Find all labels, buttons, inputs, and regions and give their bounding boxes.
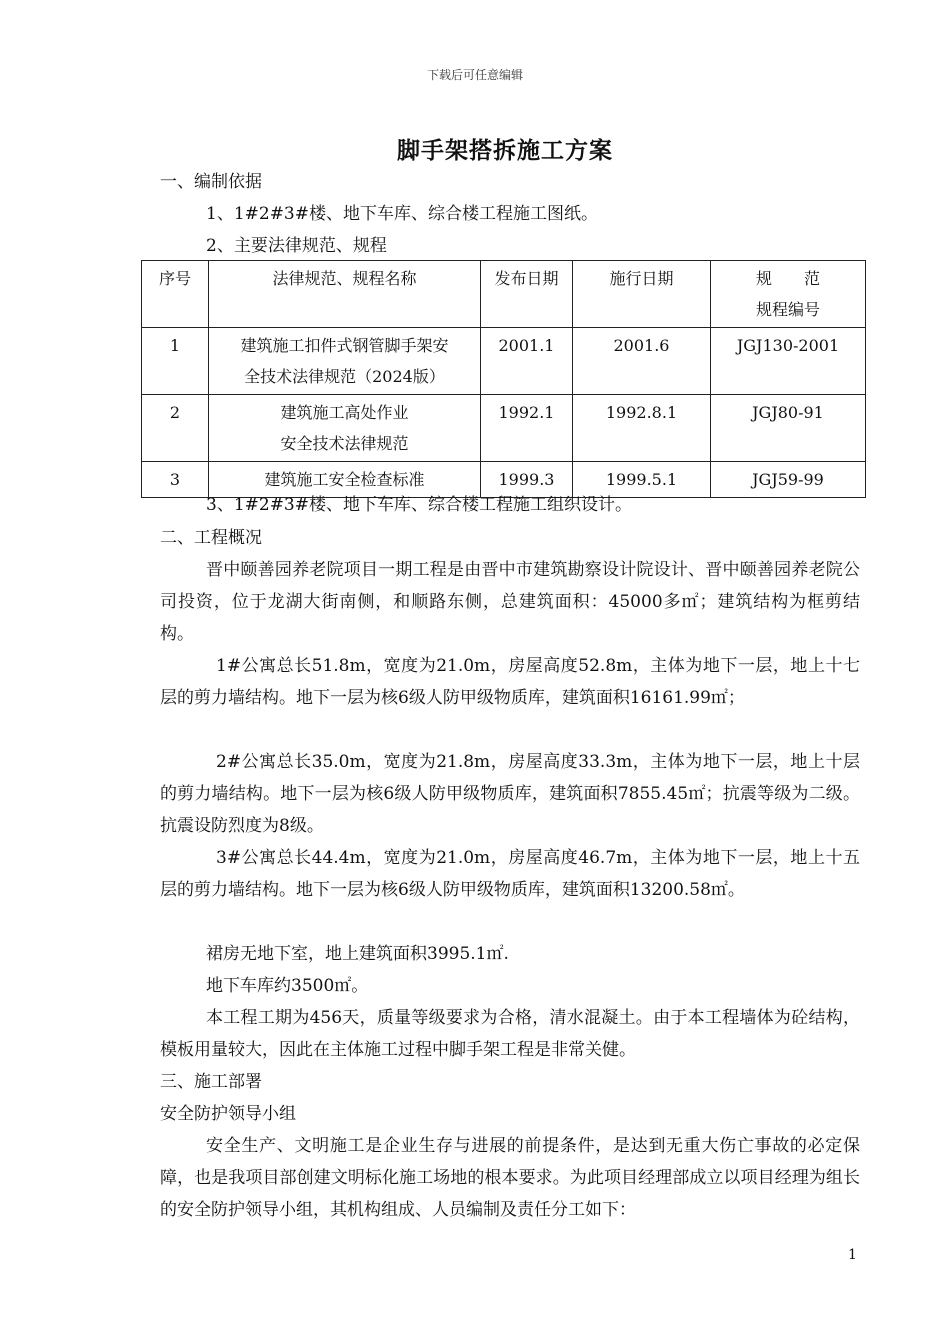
header-code [711,261,866,328]
basis-item-3: 3、1#2#3#楼、地下车库、综合楼工程施工组织设计。 [206,495,632,515]
table-row [142,395,866,462]
deployment-paragraph-1: 安全生产、文明施工是企业生存与进展的前提条件，是达到无重大伤亡事故的必定保障，也是我项目部创建文明标化施工场地的根本要求。为此项目经理部成立以项目经理为组长的安全防护领导小组，其机构组成、人员编制及责任分工如下： [160,1136,860,1220]
row-publish: 2001.1 [481,328,573,395]
row-code: JGJ59-99 [711,462,866,498]
row-no: 1 [142,328,209,395]
row-publish: 1992.1 [481,395,573,462]
row-effective: 2001.6 [573,328,711,395]
overview-paragraph-1: 晋中颐善园养老院项目一期工程是由晋中市建筑勘察设计院设计、晋中颐善园养老院公司投资，位于龙湖大街南侧，和顺路东侧，总建筑面积：45000多㎡；建筑结构为框剪结构。 [160,560,860,644]
header-no: 序号 [142,261,209,328]
overview-paragraph-4: 3#公寓总长44.4m，宽度为21.0m，房屋高度46.7m，主体为地下一层，地上十五层的剪力墙结构。地下一层为核6级人防甲级物质库，建筑面积13200.58㎡。 [160,848,860,900]
row-publish: 1999.3 [481,462,573,498]
row-no: 2 [142,395,209,462]
header-name: 法律规范、规程名称 [209,261,481,328]
section-3-subheading: 安全防护领导小组 [160,1104,296,1124]
row-code: JGJ80-91 [711,395,866,462]
header-publish-date: 发布日期 [481,261,573,328]
row-name [209,395,481,462]
document-title: 脚手架搭拆施工方案 [397,137,613,164]
section-2-heading: 二、工程概况 [160,528,262,548]
header-effective-date: 施行日期 [573,261,711,328]
table-row [142,328,866,395]
header-code-line1: 规 范 [755,269,820,288]
basis-item-2: 2、主要法律规范、规程 [206,236,387,256]
header-code-line2: 规程编号 [755,300,820,319]
overview-paragraph-2: 1#公寓总长51.8m，宽度为21.0m，房屋高度52.8m，主体为地下一层，地上十七层的剪力墙结构。地下一层为核6级人防甲级物质库，建筑面积16161.99㎡； [160,656,860,708]
row-name-line2: 安全技术法律规范 [280,434,409,453]
row-no: 3 [142,462,209,498]
row-effective: 1992.8.1 [573,395,711,462]
row-effective: 1999.5.1 [573,462,711,498]
row-code: JGJ130-2001 [711,328,866,395]
page-number: 1 [848,1247,857,1263]
regulations-table [141,260,866,498]
row-name [209,328,481,395]
basis-item-1: 1、1#2#3#楼、地下车库、综合楼工程施工图纸。 [206,204,598,224]
section-1-heading: 一、编制依据 [160,172,262,192]
overview-paragraph-7: 本工程工期为456天，质量等级要求为合格，清水混凝土。由于本工程墙体为砼结构，模板用量较大，因此在主体施工过程中脚手架工程是非常关健。 [160,1008,860,1060]
overview-paragraph-5: 裙房无地下室，地上建筑面积3995.1㎡. [206,944,509,964]
row-name-line2: 全技术法律规范（2024版） [244,367,445,386]
row-name-line1: 建筑施工扣件式钢管脚手架安 [240,336,449,355]
section-3-heading: 三、施工部署 [160,1072,262,1092]
overview-paragraph-3: 2#公寓总长35.0m，宽度为21.8m，房屋高度33.3m，主体为地下一层，地上十层的剪力墙结构。地下一层为核6级人防甲级物质库，建筑面积7855.45㎡；抗震等级为二级。抗震设防烈度为8级。 [160,752,860,836]
table-header-row [142,261,866,328]
header-note: 下载后可任意编辑 [426,68,523,82]
row-name: 建筑施工安全检查标准 [209,462,481,498]
overview-paragraph-6: 地下车库约3500㎡。 [206,976,369,996]
row-name-line1: 建筑施工高处作业 [280,403,409,422]
